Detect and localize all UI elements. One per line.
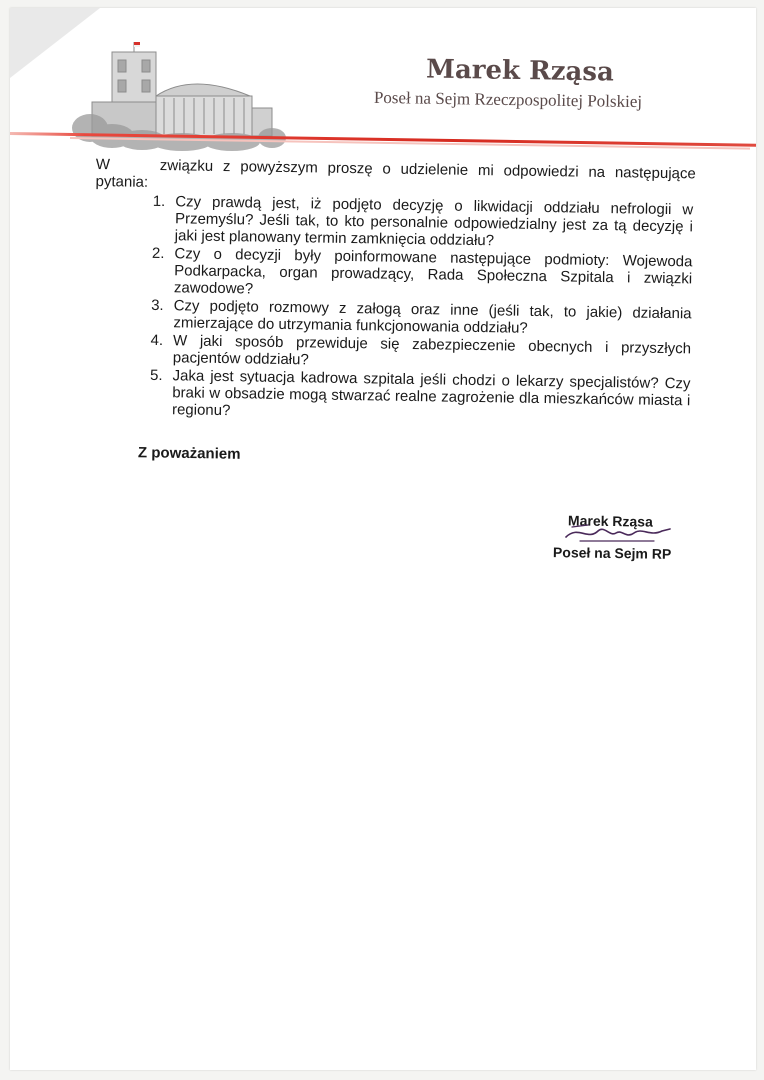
letter-page — [10, 8, 756, 1070]
question-text: Czy podjęto rozmowy z załogą oraz inne (jeśli tak, to jakie) działania zmierzające do utrzymania funkcjonowania oddziału? — [173, 297, 692, 337]
question-number: 1. — [152, 192, 166, 211]
sender-title: Poseł na Sejm Rzeczpospolitej Polskiej — [373, 87, 643, 112]
sender-name: Marek Rząsa — [425, 54, 615, 88]
question-text: Czy o decyzji były poinformowane następujące podmioty: Wojewoda Podkarpacka, organ prowadzący, Rada Społeczna Szpitala i związki zawodowe? — [173, 245, 693, 298]
letter-body — [92, 156, 696, 427]
question-number: 2. — [151, 244, 165, 263]
signature-name: Marek Rząsa — [567, 512, 653, 530]
question-item — [92, 366, 693, 426]
question-text: W jaki sposób przewiduje się zabezpieczenie obecnych i przyszłych pacjentów oddziału? — [172, 332, 692, 369]
closing-salutation: Z poważaniem — [137, 444, 241, 463]
intro-indent: W — [95, 156, 111, 174]
question-number: 3. — [151, 296, 164, 315]
signature-title: Poseł na Sejm RP — [552, 544, 672, 562]
question-list — [92, 192, 695, 426]
question-number: 5. — [149, 366, 163, 385]
question-text: Czy prawdą jest, iż podjęto decyzję o likwidacji oddziału nefrologii w Przemyślu? Jeśli tak, to kto personalnie odpowiedzialny jest za tą decyzję i jaki jest planowany termin zamknięcia oddziału? — [174, 193, 694, 250]
question-item — [95, 192, 696, 252]
question-item — [94, 244, 695, 304]
intro-text: związku z powyższym proszę o udzielenie mi odpowiedzi na następujące pytania: — [95, 157, 696, 191]
question-text: Jaka jest sytuacja kadrowa szpitala jeśli chodzi o lekarzy specjalistów? Czy braki w obsadzie mogą stwarzać realne zagrożenie dla mieszkańców miasta i regionu? — [171, 367, 691, 420]
handwritten-signature — [558, 515, 674, 547]
question-number: 4. — [150, 331, 164, 350]
